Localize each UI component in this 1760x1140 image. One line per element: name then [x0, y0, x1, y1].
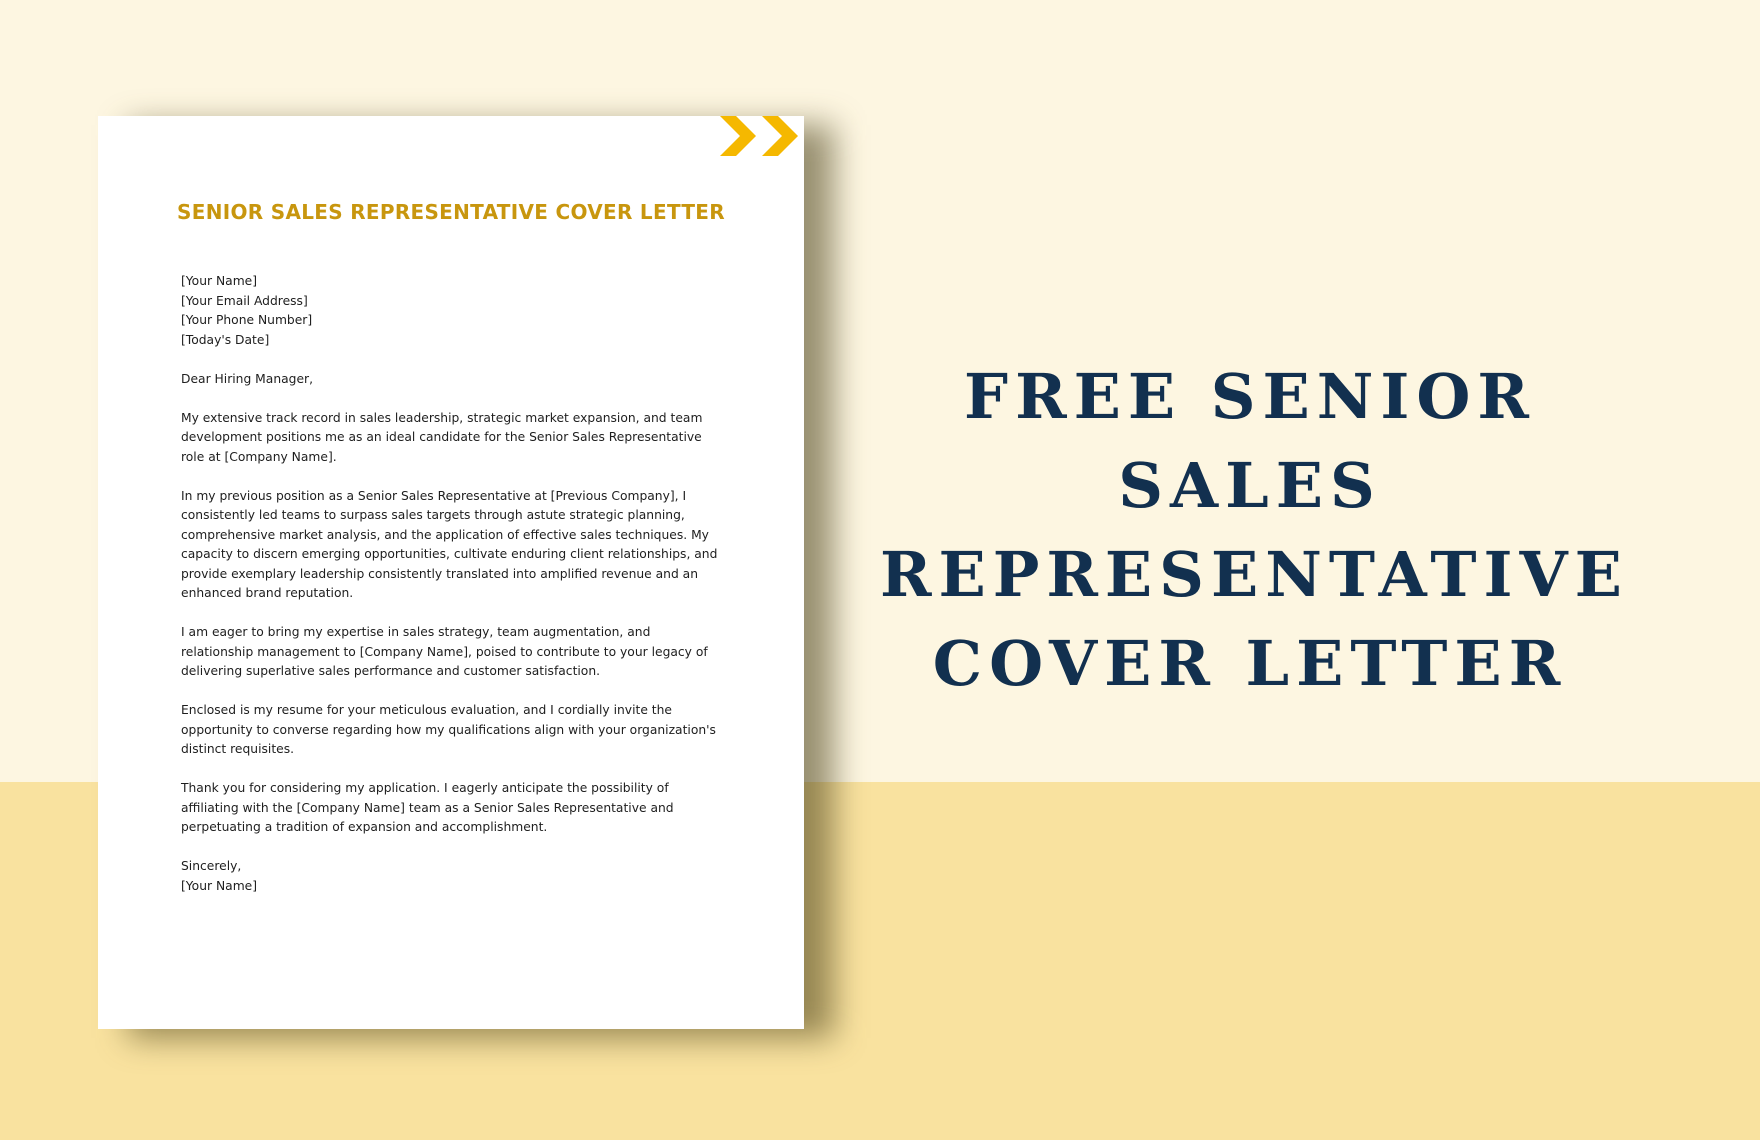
closing-block [181, 857, 721, 896]
hero-title-line: FREE SENIOR [964, 360, 1536, 433]
paragraph-experience: In my previous position as a Senior Sales Representative at [Previous Company], I consistently led teams to surpass sales targets through astute strategic planning, comprehensive market analysis, and the application of effective sales techniques. My capacity to discern emerging opportunities, cultivate enduring client relationships, and provide exemplary leadership consistently translated into amplified revenue and an enhanced brand reputation. [181, 488, 718, 600]
paragraph-motivation: I am eager to bring my expertise in sales strategy, team augmentation, and relationship management to [Company Name], poised to contribute to your legacy of delivering superlative sales performance and customer satisfaction. [181, 625, 708, 678]
letter-page [98, 116, 804, 1029]
hero-title-line: SALES [1118, 449, 1382, 522]
sender-date: [Today's Date] [181, 332, 270, 347]
hero-title-line: COVER LETTER [932, 627, 1568, 700]
letter-title: SENIOR SALES REPRESENTATIVE COVER LETTER [177, 200, 725, 224]
salutation: Dear Hiring Manager, [181, 371, 313, 386]
double-chevron-right-icon [720, 116, 804, 156]
signature: [Your Name] [181, 878, 258, 893]
sender-name: [Your Name] [181, 274, 258, 288]
hero-title [880, 352, 1629, 708]
letter-body [181, 272, 721, 916]
sender-email: [Your Email Address] [181, 293, 308, 308]
paragraph-intro: My extensive track record in sales leadership, strategic market expansion, and team development positions me as an ideal candidate for the Senior Sales Representative role at [Company Name]. [181, 410, 703, 464]
sender-phone: [Your Phone Number] [181, 313, 313, 327]
paragraph-thanks: Thank you for considering my application. I eagerly anticipate the possibility of affiliating with the [Company Name] team as a Senior Sales Representative and perpetuating a tradition of expansion and accomplishment. [181, 781, 674, 834]
closing: Sincerely, [181, 859, 242, 873]
paragraph-enclosure: Enclosed is my resume for your meticulous evaluation, and I cordially invite the opportunity to converse regarding how my qualifications align with your organization's distinct requisites. [181, 703, 716, 756]
sender-block [181, 272, 721, 350]
hero-title-line: REPRESENTATIVE [880, 538, 1629, 611]
